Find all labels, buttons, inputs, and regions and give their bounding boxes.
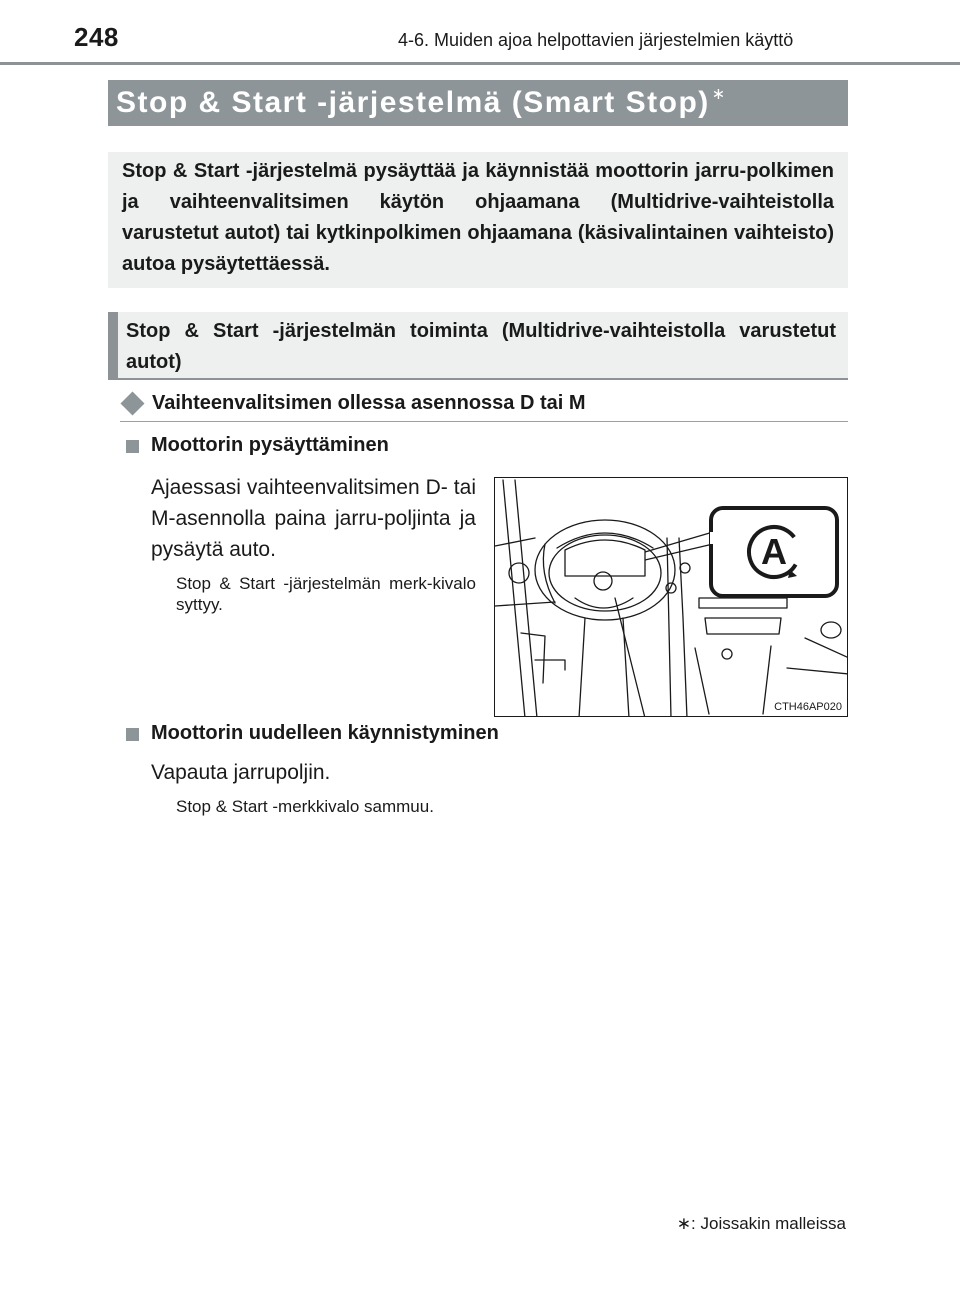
square-bullet-icon <box>126 728 139 741</box>
square-bullet-icon <box>126 440 139 453</box>
dashboard-drawing <box>495 478 848 717</box>
running-header: 4-6. Muiden ajoa helpottavien järjestelmien käyttö <box>398 30 794 50</box>
footnote-text: : Joissakin malleissa <box>691 1214 846 1233</box>
subsection-title: Vaihteenvalitsimen ollessa asennossa D tai M <box>152 392 586 414</box>
stopping-note: Stop & Start -järjestelmän merk-kivalo syttyy. <box>176 574 476 614</box>
restart-instruction: Vapauta jarrupoljin. <box>151 761 331 784</box>
section-accent-bar <box>108 312 118 380</box>
intro-text: Stop & Start -järjestelmä pysäyttää ja käynnistää moottorin jarru-polkimen ja vaihteenvalitsimen käytön ohjaamana (Multidrive-vaihteistolla varustetut autot) tai kytkinpolkimen ohjaamana (käsivalintainen vaihteisto) autoa pysäytettäessä. <box>122 160 834 275</box>
restart-note: Stop & Start -merkkivalo sammuu. <box>176 797 434 816</box>
dashboard-illustration <box>494 477 848 717</box>
page-number: 248 <box>74 22 119 52</box>
restart-heading: Moottorin uudelleen käynnistyminen <box>151 722 499 744</box>
header-rule <box>0 62 960 65</box>
asterisk-mark: ∗ <box>711 86 727 103</box>
callout-a-label: A <box>761 531 787 572</box>
page-title-text: Stop & Start -järjestelmä (Smart Stop) <box>116 86 710 119</box>
title-bar <box>108 80 848 126</box>
footnote <box>677 1214 846 1234</box>
section-header <box>108 312 848 380</box>
footnote-mark: ∗ <box>676 1214 692 1233</box>
subsection-heading <box>120 392 848 422</box>
stopping-instruction: Ajaessasi vaihteenvalitsimen D- tai M-asennolla paina jarru-poljinta ja pysäytä auto. <box>151 476 476 561</box>
intro-box <box>108 152 848 288</box>
stopping-heading: Moottorin pysäyttäminen <box>151 434 389 456</box>
diamond-bullet-icon <box>120 391 144 415</box>
illustration-code: CTH46AP020 <box>774 701 842 713</box>
section-title: Stop & Start -järjestelmän toiminta (Multidrive-vaihteistolla varustetut autot) <box>126 320 836 373</box>
page-title <box>116 86 727 120</box>
